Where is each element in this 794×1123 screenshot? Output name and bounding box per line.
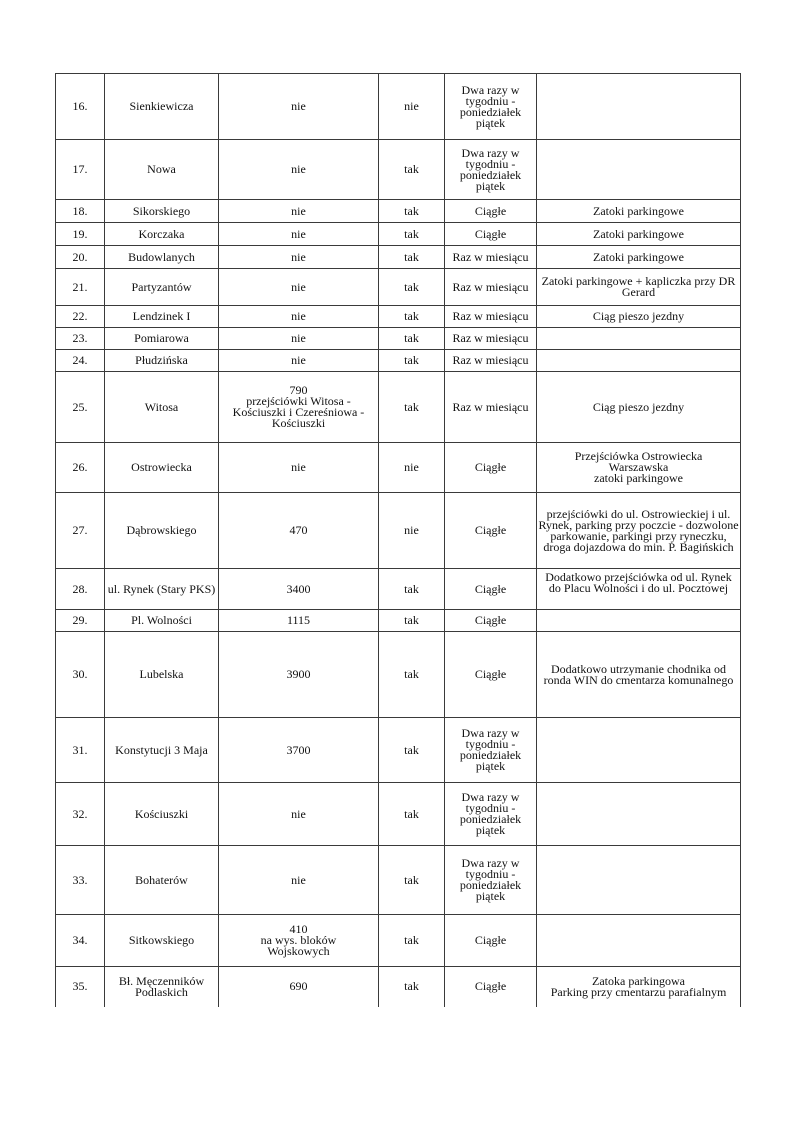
length-cell: nie: [219, 306, 379, 328]
frequency-cell: Ciągłe: [445, 443, 537, 493]
street-name: ul. Rynek (Stary PKS): [105, 569, 219, 610]
length-cell: nie: [219, 328, 379, 350]
length-cell: [219, 915, 379, 967]
paved-cell: tak: [379, 846, 445, 915]
frequency-cell: Ciągłe: [445, 200, 537, 223]
frequency-cell: Dwa razy w tygodniu - poniedziałek piątek: [445, 718, 537, 783]
paved-cell: tak: [379, 350, 445, 372]
paved-cell: tak: [379, 140, 445, 200]
paved-cell: tak: [379, 200, 445, 223]
frequency-cell: Ciągłe: [445, 223, 537, 246]
paved-cell: tak: [379, 967, 445, 1007]
row-number: 19.: [56, 223, 105, 246]
frequency-cell: Raz w miesiącu: [445, 372, 537, 443]
street-name: Kościuszki: [105, 783, 219, 846]
notes-cell: Zatoki parkingowe: [537, 223, 741, 246]
paved-cell: tak: [379, 783, 445, 846]
row-number: 23.: [56, 328, 105, 350]
frequency-cell: Ciągłe: [445, 569, 537, 610]
street-name: Sikorskiego: [105, 200, 219, 223]
notes-cell: [537, 350, 741, 372]
street-name: Bohaterów: [105, 846, 219, 915]
notes-cell: Zatoki parkingowe: [537, 200, 741, 223]
paved-cell: nie: [379, 443, 445, 493]
table-row: [56, 632, 741, 718]
length-cell: [219, 372, 379, 443]
street-name: Pl. Wolności: [105, 610, 219, 632]
paved-cell: tak: [379, 269, 445, 306]
frequency-cell: Raz w miesiącu: [445, 269, 537, 306]
notes-line: zatoki parkingowe: [594, 471, 683, 485]
frequency-cell: Dwa razy w tygodniu - poniedziałek piątek: [445, 140, 537, 200]
notes-cell: [537, 718, 741, 783]
paved-cell: tak: [379, 632, 445, 718]
table-row: [56, 493, 741, 569]
length-cell: nie: [219, 74, 379, 140]
notes-cell: przejściówki do ul. Ostrowieckiej i ul. Rynek, parking przy poczcie - dozwolone parkowanie, parkingi przy ryneczku, droga dojazdowa do min. P. Bagińskich: [537, 493, 741, 569]
notes-cell: [537, 328, 741, 350]
notes-cell: Dodatkowo utrzymanie chodnika od ronda WIN do cmentarza komunalnego: [537, 632, 741, 718]
length-line: na wys. bloków: [260, 933, 337, 947]
length-cell: 3700: [219, 718, 379, 783]
table-row: [56, 569, 741, 610]
table-row: [56, 328, 741, 350]
notes-cell: [537, 569, 741, 610]
frequency-cell: Raz w miesiącu: [445, 246, 537, 269]
frequency-cell: Dwa razy w tygodniu - poniedziałek piątek: [445, 74, 537, 140]
row-number: 26.: [56, 443, 105, 493]
row-number: 16.: [56, 74, 105, 140]
street-name: Witosa: [105, 372, 219, 443]
row-number: 30.: [56, 632, 105, 718]
table-row: [56, 140, 741, 200]
row-number: 22.: [56, 306, 105, 328]
length-cell: 1115: [219, 610, 379, 632]
street-name: Płudzińska: [105, 350, 219, 372]
street-name: Nowa: [105, 140, 219, 200]
street-name: Budowlanych: [105, 246, 219, 269]
notes-line: Zatoka parkingowa: [592, 973, 685, 988]
table-row: [56, 718, 741, 783]
table-row: [56, 846, 741, 915]
frequency-cell: Ciągłe: [445, 915, 537, 967]
row-number: 27.: [56, 493, 105, 569]
frequency-cell: Dwa razy w tygodniu - poniedziałek piątek: [445, 846, 537, 915]
table-row: [56, 372, 741, 443]
notes-cell: [537, 915, 741, 967]
length-cell: nie: [219, 269, 379, 306]
paved-cell: tak: [379, 372, 445, 443]
length-cell: nie: [219, 783, 379, 846]
row-number: 32.: [56, 783, 105, 846]
row-number: 21.: [56, 269, 105, 306]
frequency-cell: Ciągłe: [445, 632, 537, 718]
street-name: Korczaka: [105, 223, 219, 246]
row-number: 29.: [56, 610, 105, 632]
street-name: Bł. Męczenników Podlaskich: [105, 967, 219, 1007]
frequency-cell: Raz w miesiącu: [445, 328, 537, 350]
table-row: [56, 223, 741, 246]
notes-cell: Ciąg pieszo jezdny: [537, 306, 741, 328]
paved-cell: nie: [379, 493, 445, 569]
row-number: 24.: [56, 350, 105, 372]
notes-line: Przejściówka Ostrowiecka: [574, 449, 703, 463]
table-row: [56, 967, 741, 1007]
notes-cell: [537, 74, 741, 140]
frequency-cell: Ciągłe: [445, 493, 537, 569]
street-name: Lendzinek I: [105, 306, 219, 328]
paved-cell: tak: [379, 246, 445, 269]
length-cell: 690: [219, 967, 379, 1007]
row-number: 28.: [56, 569, 105, 610]
length-cell: nie: [219, 350, 379, 372]
table-row: [56, 200, 741, 223]
row-number: 20.: [56, 246, 105, 269]
length-cell: nie: [219, 246, 379, 269]
street-name: Konstytucji 3 Maja: [105, 718, 219, 783]
notes-cell: [537, 610, 741, 632]
length-line: 410: [289, 922, 308, 936]
length-line: 790: [289, 383, 308, 397]
notes-cell: [537, 846, 741, 915]
notes-cell: Zatoki parkingowe + kapliczka przy DR Gerard: [537, 269, 741, 306]
paved-cell: tak: [379, 328, 445, 350]
street-name: Dąbrowskiego: [105, 493, 219, 569]
street-name: Ostrowiecka: [105, 443, 219, 493]
paved-cell: tak: [379, 306, 445, 328]
length-cell: 3400: [219, 569, 379, 610]
street-name: Sienkiewicza: [105, 74, 219, 140]
paved-cell: tak: [379, 569, 445, 610]
length-line: Wojskowych: [267, 944, 330, 958]
table-row: [56, 443, 741, 493]
notes-cell: [537, 443, 741, 493]
frequency-cell: Dwa razy w tygodniu - poniedziałek piątek: [445, 783, 537, 846]
length-line: Kościuszki: [271, 416, 326, 430]
frequency-cell: Raz w miesiącu: [445, 350, 537, 372]
frequency-cell: Raz w miesiącu: [445, 306, 537, 328]
frequency-cell: Ciągłe: [445, 967, 537, 1007]
row-number: 18.: [56, 200, 105, 223]
row-number: 31.: [56, 718, 105, 783]
notes-cell: [537, 967, 741, 1007]
paved-cell: tak: [379, 915, 445, 967]
table-row: [56, 783, 741, 846]
paved-cell: tak: [379, 610, 445, 632]
paved-cell: tak: [379, 718, 445, 783]
length-cell: nie: [219, 140, 379, 200]
paved-cell: tak: [379, 223, 445, 246]
table-row: [56, 269, 741, 306]
notes-cell: Zatoki parkingowe: [537, 246, 741, 269]
paved-cell: nie: [379, 74, 445, 140]
street-name: Pomiarowa: [105, 328, 219, 350]
length-cell: 470: [219, 493, 379, 569]
notes-cell: [537, 783, 741, 846]
table-row: [56, 610, 741, 632]
street-name: Partyzantów: [105, 269, 219, 306]
table-row: [56, 246, 741, 269]
table-row: [56, 915, 741, 967]
notes-clip: Dodatkowo przejściówka od ul. Rynek do Placu Wolności i do ul. Pocztowej: [545, 570, 732, 595]
frequency-cell: Ciągłe: [445, 610, 537, 632]
notes-cell: Ciąg pieszo jezdny: [537, 372, 741, 443]
table-row: [56, 74, 741, 140]
street-maintenance-table: [55, 73, 741, 1007]
length-cell: nie: [219, 443, 379, 493]
notes-cell: [537, 140, 741, 200]
length-line: Kościuszki i Czereśniowa -: [232, 405, 365, 419]
row-number: 33.: [56, 846, 105, 915]
row-number: 25.: [56, 372, 105, 443]
length-cell: 3900: [219, 632, 379, 718]
table-row: [56, 350, 741, 372]
table-row: [56, 306, 741, 328]
street-name: Lubelska: [105, 632, 219, 718]
row-number: 17.: [56, 140, 105, 200]
length-line: przejściówki Witosa -: [246, 394, 351, 408]
row-number: 35.: [56, 967, 105, 1007]
street-name: Sitkowskiego: [105, 915, 219, 967]
length-cell: nie: [219, 846, 379, 915]
length-cell: nie: [219, 200, 379, 223]
notes-line: Warszawska: [608, 460, 669, 474]
length-cell: nie: [219, 223, 379, 246]
row-number: 34.: [56, 915, 105, 967]
notes-line: Parking przy cmentarzu parafialnym: [550, 984, 727, 999]
